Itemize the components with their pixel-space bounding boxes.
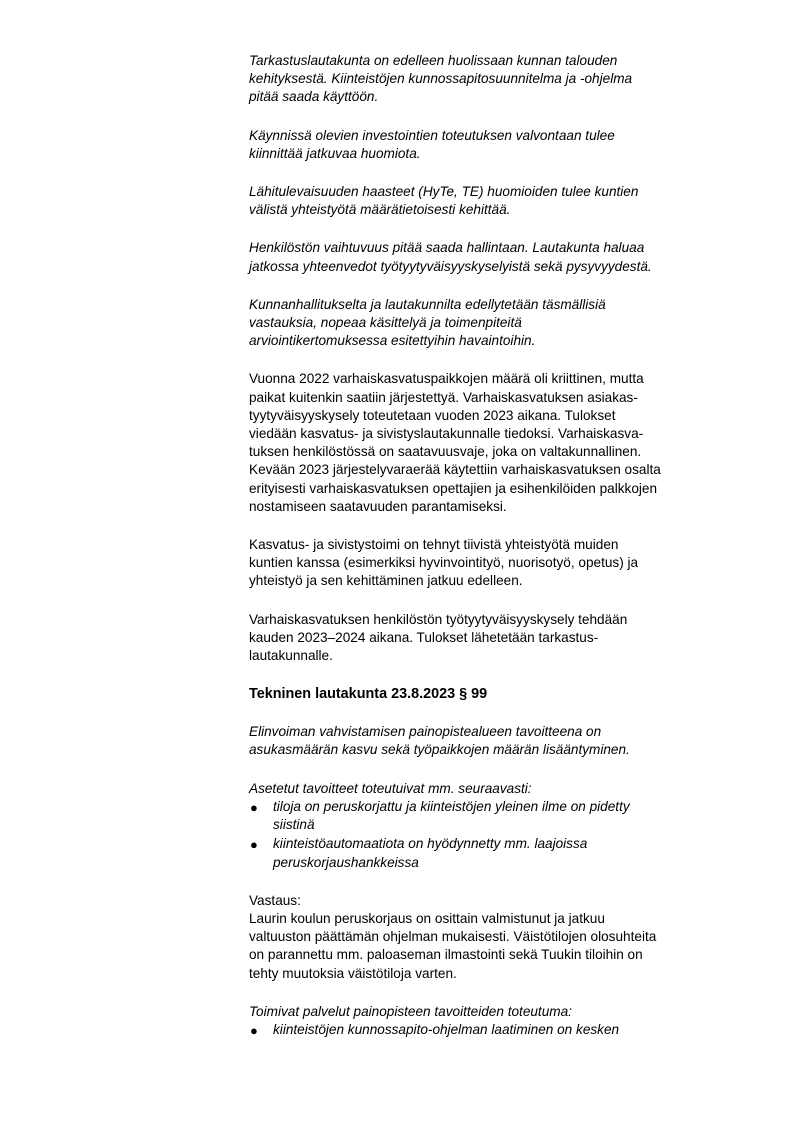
text-line: lautakunnalle. [249,648,333,664]
paragraph-responses-required [249,296,745,351]
text-line: kiinnittää jatkuvaa huomiota. [249,145,421,161]
achieved-intro: Asetetut tavoitteet toteutuivat mm. seuraavasti: [249,780,532,796]
bullet-icon: ● [250,799,258,815]
text-line: tiloja on peruskorjattu ja kiinteistöjen yleinen ilme on pidetty [273,798,630,814]
services-section [249,1003,745,1039]
text-line: Vuonna 2022 varhaiskasvatuspaikkojen määrä oli kriittinen, mutta [249,371,644,387]
text-line: nostamiseen saatavuuden parantamiseksi. [249,498,507,514]
text-line: peruskorjaushankkeissa [273,854,419,870]
paragraph-cooperation [249,183,745,219]
text-line: asukasmäärän kasvu sekä työpaikkojen määrän lisääntyminen. [249,742,630,758]
text-line: kiinteistöjen kunnossapito-ohjelman laatiminen on kesken [273,1021,620,1037]
text-line: Henkilöstön vaihtuvuus pitää saada hallintaan. Lautakunta haluaa [249,240,645,256]
text-line: Kasvatus- ja sivistystoimi on tehnyt tiivistä yhteistyötä muiden [249,537,619,553]
text-line: siistinä [273,817,315,833]
paragraph-economy-concern [249,52,745,107]
text-line: tehty muutoksia väistötiloja varten. [249,965,457,981]
text-line: Laurin koulun peruskorjaus on osittain valmistunut ja jatkuu [249,910,605,926]
paragraph-staff-turnover [249,239,745,275]
text-line: kuntien kanssa (esimerkiksi hyvinvointityö, nuorisotyö, opetus) ja [249,555,639,571]
paragraph-investments [249,127,745,163]
text-line: Varhaiskasvatuksen henkilöstön työtyytyväisyyskysely tehdään [249,611,628,627]
text-line: vastauksia, nopeaa käsittelyä ja toimenpiteitä [249,315,522,331]
text-line: Elinvoiman vahvistamisen painopistealueen tavoitteena on [249,724,602,740]
bullet-icon: ● [250,837,258,853]
text-line: tuksen henkilöstössä on saatavuusvaje, joka on valtakunnallinen. [249,444,642,460]
answer-label: Vastaus: [249,892,301,908]
paragraph-vitality-goal [249,723,745,759]
text-line: välistä yhteistyötä määrätietoisesti kehittää. [249,202,511,218]
document-body [249,52,745,1059]
text-line: Kevään 2023 järjestelyvaraerää käytettiin varhaiskasvatuksen osalta [249,462,661,478]
text-line: paikat kuitenkin saatiin järjestettyä. Varhaiskasvatuksen asiakas- [249,389,638,405]
section-heading: Tekninen lautakunta 23.8.2023 § 99 [249,686,488,703]
text-line: kiinteistöautomaatiota on hyödynnetty mm. laajoissa [273,836,588,852]
paragraph-education-cooperation [249,536,745,591]
services-bullet-list [249,1021,745,1039]
top-paragraphs [249,52,745,665]
achieved-goals-section [249,780,745,872]
text-line: valtuuston päättämän ohjelman mukaisesti. Väistötilojen olosuhteita [249,929,657,945]
text-line: viedään kasvatus- ja sivistyslautakunnalle tiedoksi. Varhaiskasva- [249,426,644,442]
achieved-bullet-list [249,798,745,872]
text-line: tyytyväisyyskysely toteutetaan vuoden 2023 aikana. Tulokset [249,407,616,423]
text-line: kauden 2023–2024 aikana. Tulokset lähetetään tarkastus- [249,629,599,645]
text-line: erityisesti varhaiskasvatuksen opettajien ja esihenkilöiden palkkojen [249,480,658,496]
text-line: Käynnissä olevien investointien toteutuksen valvontaan tulee [249,127,615,143]
paragraph-early-education [249,370,745,516]
text-line: yhteistyö ja sen kehittäminen jatkuu edelleen. [249,573,523,589]
list-item [249,798,745,834]
paragraph-satisfaction-survey [249,611,745,666]
text-line: kehityksestä. Kiinteistöjen kunnossapitosuunnitelma ja -ohjelma [249,71,633,87]
services-intro: Toimivat palvelut painopisteen tavoitteiden toteutuma: [249,1003,572,1019]
text-line: Kunnanhallitukselta ja lautakunnilta edellytetään täsmällisiä [249,296,606,312]
list-item [249,1021,745,1039]
text-line: on parannettu mm. paloaseman ilmastointi sekä Tuukin tiloihin on [249,947,643,963]
text-line: arviointikertomuksessa esitettyihin havaintoihin. [249,333,536,349]
list-item [249,835,745,871]
answer-section [249,892,745,983]
text-line: Tarkastuslautakunta on edelleen huolissaan kunnan talouden [249,53,618,68]
text-line: Lähitulevaisuuden haasteet (HyTe, TE) huomioiden tulee kuntien [249,184,639,200]
bullet-icon: ● [250,1022,258,1038]
text-line: pitää saada käyttöön. [249,89,379,105]
text-line: jatkossa yhteenvedot työtyytyväisyyskyselyistä sekä pysyvyydestä. [249,258,652,274]
